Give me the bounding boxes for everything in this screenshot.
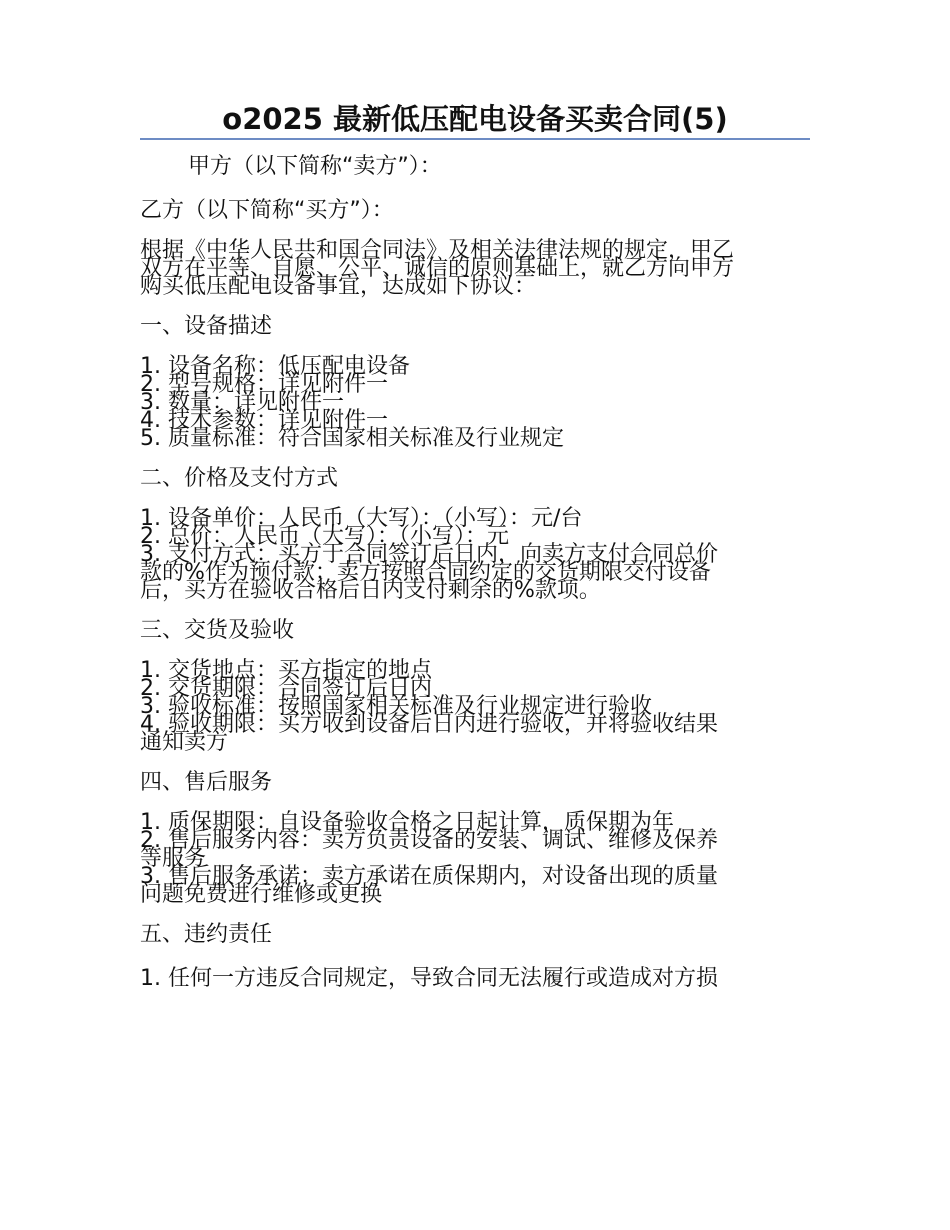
document-page bbox=[140, 100, 810, 992]
section-heading-liability: 五、违约责任 bbox=[140, 922, 273, 947]
list-item: 1. 质保期限：自设备验收合格之日起计算，质保期为年 bbox=[140, 810, 674, 835]
list-item: 2. 交货期限：合同签订后日内 bbox=[140, 676, 432, 701]
list-item: 1. 交货地点：买方指定的地点 bbox=[140, 658, 432, 683]
document-title: o2025 最新低压配电设备买卖合同(5) bbox=[140, 100, 810, 140]
list-item: 2. 总价：人民币（大写）：（小写）：元 bbox=[140, 524, 509, 549]
list-item: 4. 技术参数：详见附件一 bbox=[140, 408, 388, 433]
section-heading-price: 二、价格及支付方式 bbox=[140, 466, 339, 491]
list-item: 1. 设备名称：低压配电设备 bbox=[140, 354, 410, 379]
list-item: 1. 设备单价：人民币（大写）：（小写）：元/台 bbox=[140, 506, 583, 531]
list-item: 3. 验收标准：按照国家相关标准及行业规定进行验收 bbox=[140, 694, 652, 719]
list-item: 等服务 bbox=[140, 846, 207, 871]
list-item: 3. 售后服务承诺：卖方承诺在质保期内，对设备出现的质量 bbox=[140, 864, 718, 889]
intro-line: 购买低压配电设备事宜，达成如下协议： bbox=[140, 274, 537, 299]
section-heading-equipment: 一、设备描述 bbox=[140, 314, 273, 339]
intro-line: 根据《中华人民共和国合同法》及相关法律法规的规定，甲乙 bbox=[140, 238, 735, 263]
section-list-after-sales bbox=[140, 810, 810, 907]
list-item: 3. 支付方式：买方于合同签订后日内，向卖方支付合同总价 bbox=[140, 542, 718, 567]
list-item: 4. 验收期限：买方收到设备后日内进行验收，并将验收结果 bbox=[140, 712, 718, 737]
list-item: 3. 数量：详见附件一 bbox=[140, 390, 344, 415]
party-b-line: 乙方（以下简称“买方”）： bbox=[140, 198, 394, 223]
list-item: 5. 质量标准：符合国家相关标准及行业规定 bbox=[140, 426, 564, 451]
party-a-line: 甲方（以下简称“卖方”）： bbox=[188, 154, 442, 179]
section-list-price bbox=[140, 506, 810, 603]
section-heading-after-sales: 四、售后服务 bbox=[140, 770, 273, 795]
list-item: 问题免费进行维修或更换 bbox=[140, 882, 383, 907]
list-item: 2. 售后服务内容：卖方负责设备的安装、调试、维修及保养 bbox=[140, 828, 718, 853]
intro-line: 双方在平等、自愿、公平、诚信的原则基础上，就乙方向甲方 bbox=[140, 256, 735, 281]
section-list-equipment bbox=[140, 354, 810, 451]
section-list-delivery bbox=[140, 658, 810, 755]
list-item: 通知卖方 bbox=[140, 730, 229, 755]
section-list-liability bbox=[140, 966, 810, 992]
section-heading-delivery: 三、交货及验收 bbox=[140, 618, 295, 643]
intro-paragraph bbox=[140, 238, 810, 299]
list-item: 1. 任何一方违反合同规定，导致合同无法履行或造成对方损 bbox=[140, 966, 718, 991]
list-item: 后，买方在验收合格后日内支付剩余的%款项。 bbox=[140, 578, 601, 603]
list-item: 款的%作为预付款；卖方按照合同约定的交货期限交付设备 bbox=[140, 560, 711, 585]
list-item: 2. 型号规格：详见附件一 bbox=[140, 372, 388, 397]
